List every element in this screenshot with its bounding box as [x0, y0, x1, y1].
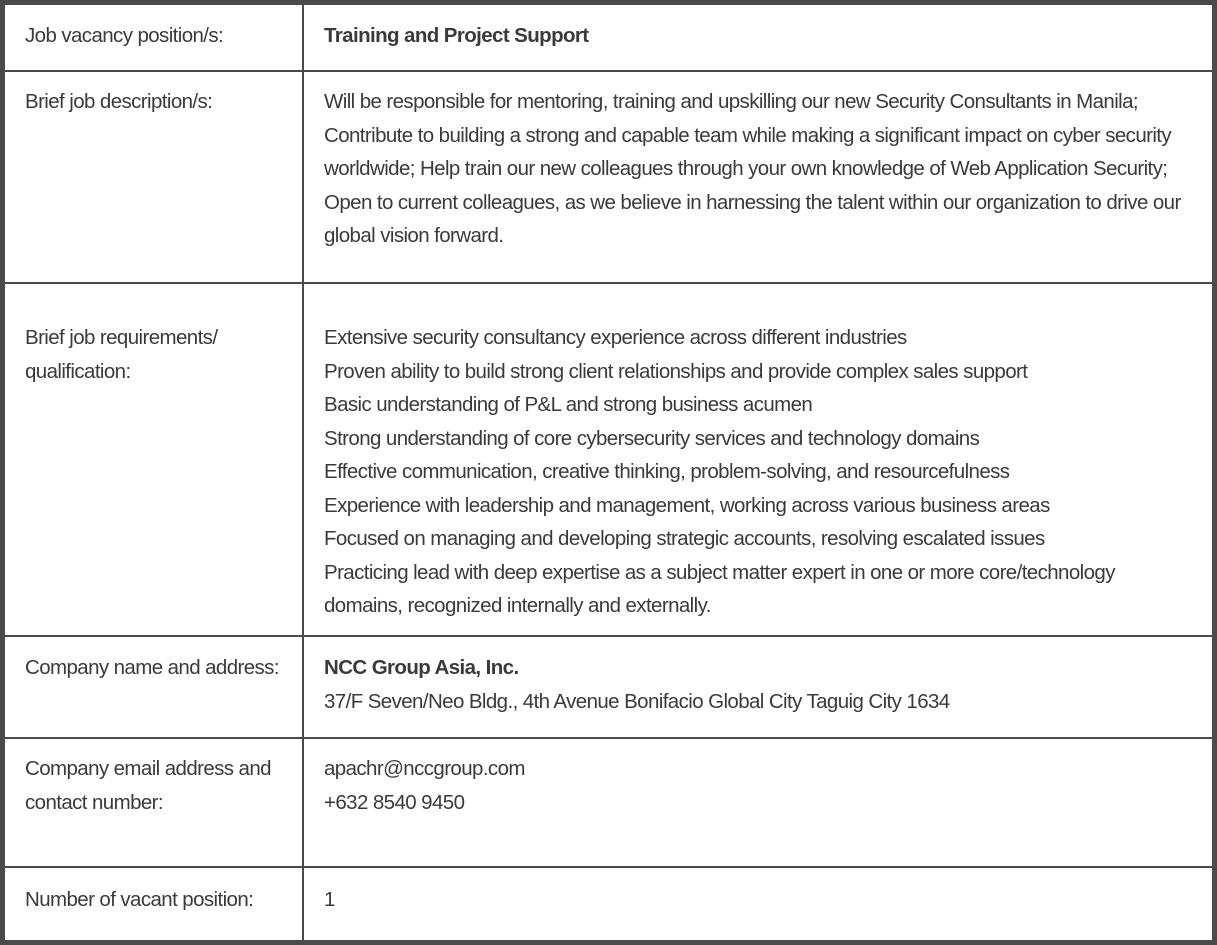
vacancies-label: Number of vacant position:: [5, 867, 303, 940]
company-cell: [303, 636, 1212, 738]
requirement-item: Proven ability to build strong client relationships and provide complex sales support: [324, 359, 1028, 383]
company-name: NCC Group Asia, Inc.: [324, 656, 519, 679]
requirement-item: Experience with leadership and management, working across various business areas: [324, 493, 1050, 517]
requirement-item: Effective communication, creative thinking, problem-solving, and resourcefulness: [324, 460, 1010, 483]
job-vacancy-table: [5, 5, 1212, 940]
requirement-item: Basic understanding of P&L and strong business acumen: [324, 393, 813, 416]
requirements-label-line: qualification:: [25, 359, 131, 383]
description-row: [5, 71, 1212, 283]
company-label: Company name and address:: [5, 636, 303, 738]
contact-label: [5, 738, 303, 867]
company-row: [5, 636, 1212, 738]
contact-cell: [303, 738, 1212, 867]
requirement-item: Focused on managing and developing strategic accounts, resolving escalated issues: [324, 527, 1045, 550]
requirement-item: Strong understanding of core cybersecurity services and technology domains: [324, 426, 980, 450]
vacancies-value: 1: [303, 867, 1212, 940]
company-email: apachr@nccgroup.com: [324, 757, 525, 780]
position-value: Training and Project Support: [303, 5, 1212, 71]
requirements-list: [303, 283, 1212, 636]
position-label: Job vacancy position/s:: [5, 5, 303, 71]
company-phone: +632 8540 9450: [324, 790, 465, 814]
description-cell: [303, 71, 1212, 283]
requirements-row: [5, 283, 1212, 636]
requirements-label-line: Brief job requirements/: [25, 326, 218, 349]
requirement-item: Practicing lead with deep expertise as a subject matter expert in one or more core/technology domains, recognized internally and externally.: [324, 560, 1115, 617]
description-value: Will be responsible for mentoring, training and upskilling our new Security Consultants in Manila; Contribute to building a strong and capable team while making a significant impact on cyber security worldwide; Help train our new colleagues through your own knowledge of Web Application Security; Open to current colleagues, as we believe in harnessing the talent within our organization to drive our global vision forward.: [324, 90, 1181, 247]
vacancies-row: [5, 867, 1212, 940]
position-row: [5, 5, 1212, 71]
contact-label-line: contact number:: [25, 790, 163, 814]
company-address: 37/F Seven/Neo Bldg., 4th Avenue Bonifacio Global City Taguig City 1634: [324, 689, 950, 713]
contact-row: [5, 738, 1212, 867]
requirements-label: [5, 283, 303, 636]
contact-label-line: Company email address and: [25, 757, 271, 780]
description-label: Brief job description/s:: [5, 71, 303, 283]
requirement-item: Extensive security consultancy experience across different industries: [324, 326, 907, 349]
